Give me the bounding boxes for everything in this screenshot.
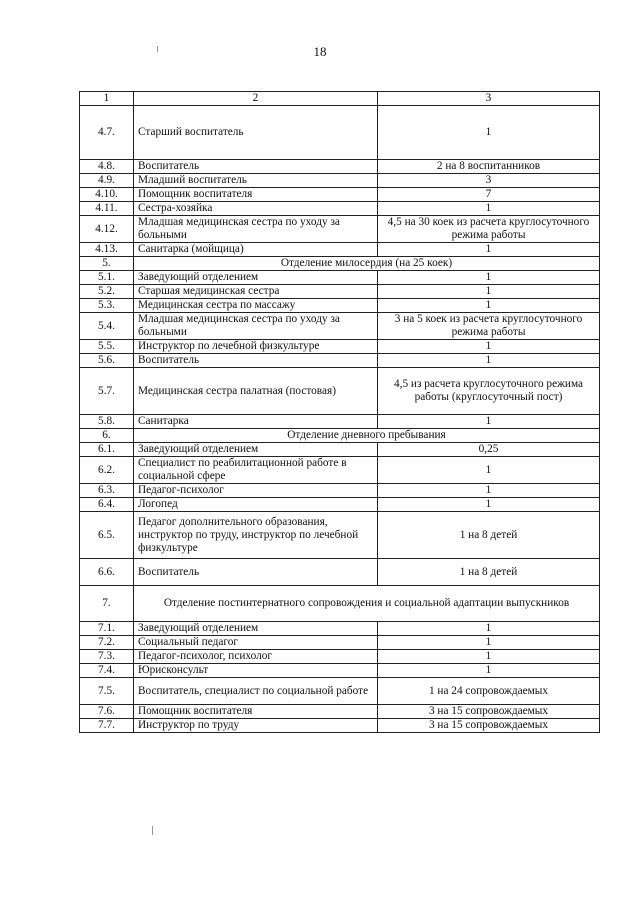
- table-row: [80, 174, 600, 188]
- row-number: 7.1.: [80, 622, 134, 636]
- position-name: Медицинская сестра по массажу: [134, 299, 378, 313]
- position-name: Младшая медицинская сестра по уходу за больными: [134, 313, 378, 340]
- table-row: [80, 285, 600, 299]
- position-name: Помощник воспитателя: [134, 188, 378, 202]
- position-name: Воспитатель: [134, 354, 378, 368]
- position-name: Воспитатель: [134, 559, 378, 586]
- staff-count: 1: [378, 271, 600, 285]
- position-name: Старшая медицинская сестра: [134, 285, 378, 299]
- staff-count: 1: [378, 664, 600, 678]
- row-number: 4.7.: [80, 106, 134, 160]
- staff-count: 1 на 8 детей: [378, 559, 600, 586]
- scan-speck: [152, 826, 153, 835]
- position-name: Педагог-психолог, психолог: [134, 650, 378, 664]
- table-row: [80, 705, 600, 719]
- staff-count: 3 на 15 сопровождаемых: [378, 719, 600, 733]
- column-header-position: 2: [134, 92, 378, 106]
- staff-count: 1 на 24 сопровождаемых: [378, 678, 600, 705]
- section-row: [80, 429, 600, 443]
- table-row: [80, 498, 600, 512]
- row-number: 7.7.: [80, 719, 134, 733]
- position-name: Заведующий отделением: [134, 622, 378, 636]
- table-row: [80, 636, 600, 650]
- column-header-count: 3: [378, 92, 600, 106]
- staff-count: 1: [378, 106, 600, 160]
- position-name: Специалист по реабилитационной работе в социальной сфере: [134, 457, 378, 484]
- table-header-row: [80, 92, 600, 106]
- table-row: [80, 512, 600, 559]
- row-number: 7.5.: [80, 678, 134, 705]
- scan-speck: [157, 46, 158, 52]
- table-row: [80, 299, 600, 313]
- staff-count: 7: [378, 188, 600, 202]
- staff-count: 1: [378, 285, 600, 299]
- staff-count: 1: [378, 415, 600, 429]
- row-number: 5.3.: [80, 299, 134, 313]
- table-row: [80, 622, 600, 636]
- position-name: Педагог дополнительного образования, инструктор по труду, инструктор по лечебной физкультуре: [134, 512, 378, 559]
- staff-count: 1: [378, 650, 600, 664]
- table-row: [80, 216, 600, 243]
- staff-count: 3 на 5 коек из расчета круглосуточного режима работы: [378, 313, 600, 340]
- row-number: 5.8.: [80, 415, 134, 429]
- section-title: Отделение милосердия (на 25 коек): [134, 257, 600, 271]
- position-name: Медицинская сестра палатная (постовая): [134, 368, 378, 415]
- row-number: 4.10.: [80, 188, 134, 202]
- staff-count: 1: [378, 636, 600, 650]
- row-number: 6.6.: [80, 559, 134, 586]
- row-number: 4.13.: [80, 243, 134, 257]
- table-row: [80, 650, 600, 664]
- row-number: 4.8.: [80, 160, 134, 174]
- position-name: Санитарка (мойщица): [134, 243, 378, 257]
- table-row: [80, 664, 600, 678]
- staff-count: 1: [378, 498, 600, 512]
- position-name: Инструктор по лечебной физкультуре: [134, 340, 378, 354]
- row-number: 4.11.: [80, 202, 134, 216]
- position-name: Сестра-хозяйка: [134, 202, 378, 216]
- position-name: Санитарка: [134, 415, 378, 429]
- row-number: 6.4.: [80, 498, 134, 512]
- table-row: [80, 678, 600, 705]
- row-number: 7.3.: [80, 650, 134, 664]
- row-number: 5.7.: [80, 368, 134, 415]
- row-number: 6.5.: [80, 512, 134, 559]
- position-name: Младший воспитатель: [134, 174, 378, 188]
- table-row: [80, 340, 600, 354]
- staff-count: 1: [378, 484, 600, 498]
- position-name: Заведующий отделением: [134, 271, 378, 285]
- row-number: 5.1.: [80, 271, 134, 285]
- staff-count: 2 на 8 воспитанников: [378, 160, 600, 174]
- position-name: Логопед: [134, 498, 378, 512]
- position-name: Младшая медицинская сестра по уходу за больными: [134, 216, 378, 243]
- row-number: 7.4.: [80, 664, 134, 678]
- row-number: 4.12.: [80, 216, 134, 243]
- staff-count: 1: [378, 202, 600, 216]
- staff-count: 1: [378, 340, 600, 354]
- row-number: 5.: [80, 257, 134, 271]
- row-number: 6.3.: [80, 484, 134, 498]
- table-row: [80, 271, 600, 285]
- position-name: Социальный педагог: [134, 636, 378, 650]
- column-header-number: 1: [80, 92, 134, 106]
- staff-count: 4,5 из расчета круглосуточного режима работы (круглосуточный пост): [378, 368, 600, 415]
- staff-count: 1: [378, 457, 600, 484]
- row-number: 7.6.: [80, 705, 134, 719]
- section-title: Отделение дневного пребывания: [134, 429, 600, 443]
- position-name: Педагог-психолог: [134, 484, 378, 498]
- row-number: 5.4.: [80, 313, 134, 340]
- staff-count: 3 на 15 сопровождаемых: [378, 705, 600, 719]
- row-number: 6.1.: [80, 443, 134, 457]
- row-number: 5.6.: [80, 354, 134, 368]
- row-number: 5.2.: [80, 285, 134, 299]
- table-row: [80, 443, 600, 457]
- position-name: Воспитатель: [134, 160, 378, 174]
- staffing-table: [79, 91, 600, 733]
- row-number: 6.2.: [80, 457, 134, 484]
- table-row: [80, 313, 600, 340]
- staff-count: 1: [378, 243, 600, 257]
- section-row: [80, 257, 600, 271]
- table-row: [80, 415, 600, 429]
- table-row: [80, 457, 600, 484]
- staff-count: 1: [378, 299, 600, 313]
- table-row: [80, 354, 600, 368]
- position-name: Заведующий отделением: [134, 443, 378, 457]
- staff-count: 4,5 на 30 коек из расчета круглосуточного режима работы: [378, 216, 600, 243]
- row-number: 7.: [80, 586, 134, 622]
- position-name: Старший воспитатель: [134, 106, 378, 160]
- staff-count: 0,25: [378, 443, 600, 457]
- page-number: 18: [313, 44, 327, 59]
- position-name: Инструктор по труду: [134, 719, 378, 733]
- table-row: [80, 160, 600, 174]
- staff-count: 1: [378, 354, 600, 368]
- table-row: [80, 484, 600, 498]
- staff-count: 3: [378, 174, 600, 188]
- staff-count: 1: [378, 622, 600, 636]
- position-name: Помощник воспитателя: [134, 705, 378, 719]
- section-row: [80, 586, 600, 622]
- table-row: [80, 559, 600, 586]
- position-name: Юрисконсульт: [134, 664, 378, 678]
- table-row: [80, 368, 600, 415]
- row-number: 4.9.: [80, 174, 134, 188]
- row-number: 5.5.: [80, 340, 134, 354]
- table-row: [80, 243, 600, 257]
- row-number: 7.2.: [80, 636, 134, 650]
- position-name: Воспитатель, специалист по социальной работе: [134, 678, 378, 705]
- table-row: [80, 202, 600, 216]
- row-number: 6.: [80, 429, 134, 443]
- staff-count: 1 на 8 детей: [378, 512, 600, 559]
- table-row: [80, 106, 600, 160]
- section-title: Отделение постинтернатного сопровождения и социальной адаптации выпускников: [134, 586, 600, 622]
- table-row: [80, 719, 600, 733]
- table-row: [80, 188, 600, 202]
